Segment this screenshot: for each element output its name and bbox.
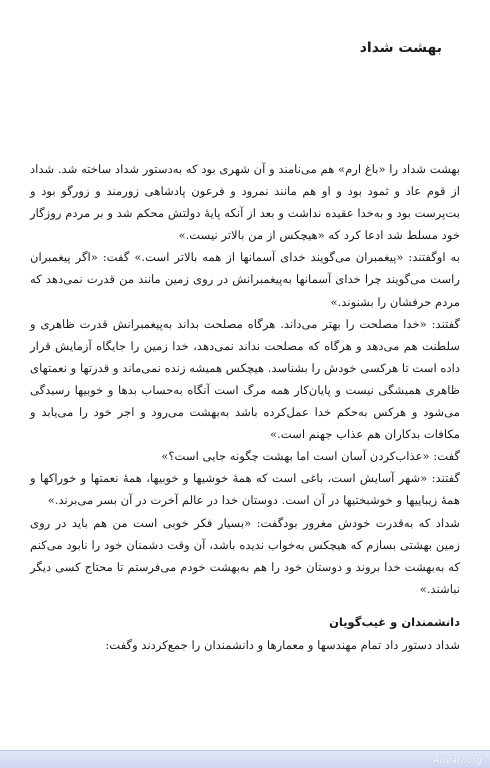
chapter-title: بهشت شداد xyxy=(359,40,442,56)
footer-bar xyxy=(0,750,490,768)
paragraph-2: به اوگفتند: «پیغمبران می‌گویند خدای آسمانها از همه بالاتر است.» گفت: «اگر پیغمبران راست می‌گویند چرا خدای آسمانها به‌پیغمبرانش در روی زمین مانند من قدرت نمی‌دهد که مردم حرفشان را بشنوند.» xyxy=(30,250,460,309)
section-paragraph: شداد دستور داد تمام مهندسها و معمارها و دانشمندان را جمع‌کردند وگفت: xyxy=(105,637,460,652)
site-watermark: Anvari.org xyxy=(433,756,482,766)
paragraph-4: گفت: «عذاب‌کردن آسان است اما بهشت چگونه جایی است؟» xyxy=(161,449,460,464)
paragraph-1: بهشت شداد را «باغ ارم» هم می‌نامند و آن شهری بود که به‌دستور شداد ساخته شد. شداد از قوم عاد و ثمود بود و او هم مانند نمرود و فرعون پادشاهی زورمند و زورگو بود و بت‌پرست بود و به‌خدا عقیده نداشت و بعد از آنکه پایهٔ دولتش محکم شد و بر مردم روزگار خود مسلط شد ادعا کرد که «هیچکس از من بالاتر نیست.» xyxy=(30,162,460,243)
paragraph-5: گفتند: «شهر آسایش است، باغی است که همهٔ خوشیها و خوبیها، همهٔ نعمتها و خوراکها و همهٔ زیباییها و خوشبختیها در آن است. دوستان خدا در عالم آخرت در آن بسر می‌برند.» xyxy=(30,471,460,508)
paragraph-3: گفتند: «خدا مصلحت را بهتر می‌داند. هرگاه مصلحت بداند به‌پیغمبرانش قدرت ظاهری و سلطنت هم می‌دهد و هرگاه که مصلحت نداند نمی‌دهد، خدا زمین را جایگاه آزمایش قرار داده است تا هرکسی خودش را بشناسد. هیچکس همیشه زنده نمی‌ماند و قدرتها و نعمتهای ظاهری همیشگی نیست و پایان‌کار همه مرگ است آنگاه به‌حساب بدها و خوبیها رسیدگی می‌شود و هرکس به‌حکم خدا عمل‌کرده باشد به‌بهشت می‌رود و اجر خود را می‌یابد و مکافات بدکاران هم عذاب جهنم است.» xyxy=(30,316,460,442)
body-text xyxy=(30,158,460,656)
section-heading: دانشمندان و غیب‌گویان xyxy=(329,614,460,629)
paragraph-6: شداد که به‌قدرت خودش مغرور بودگفت: «بسیار فکر خوبی است من هم باید در روی زمین بهشتی بسازم که هیچکس به‌خواب ندیده باشد، آن وقت دشمنان خود را نابود می‌کنم که به‌بهشت خدا بروند و دوستان خود را هم به‌بهشت خودم می‌فرستم تا محتاج کسی دیگر نباشند.» xyxy=(30,515,460,596)
